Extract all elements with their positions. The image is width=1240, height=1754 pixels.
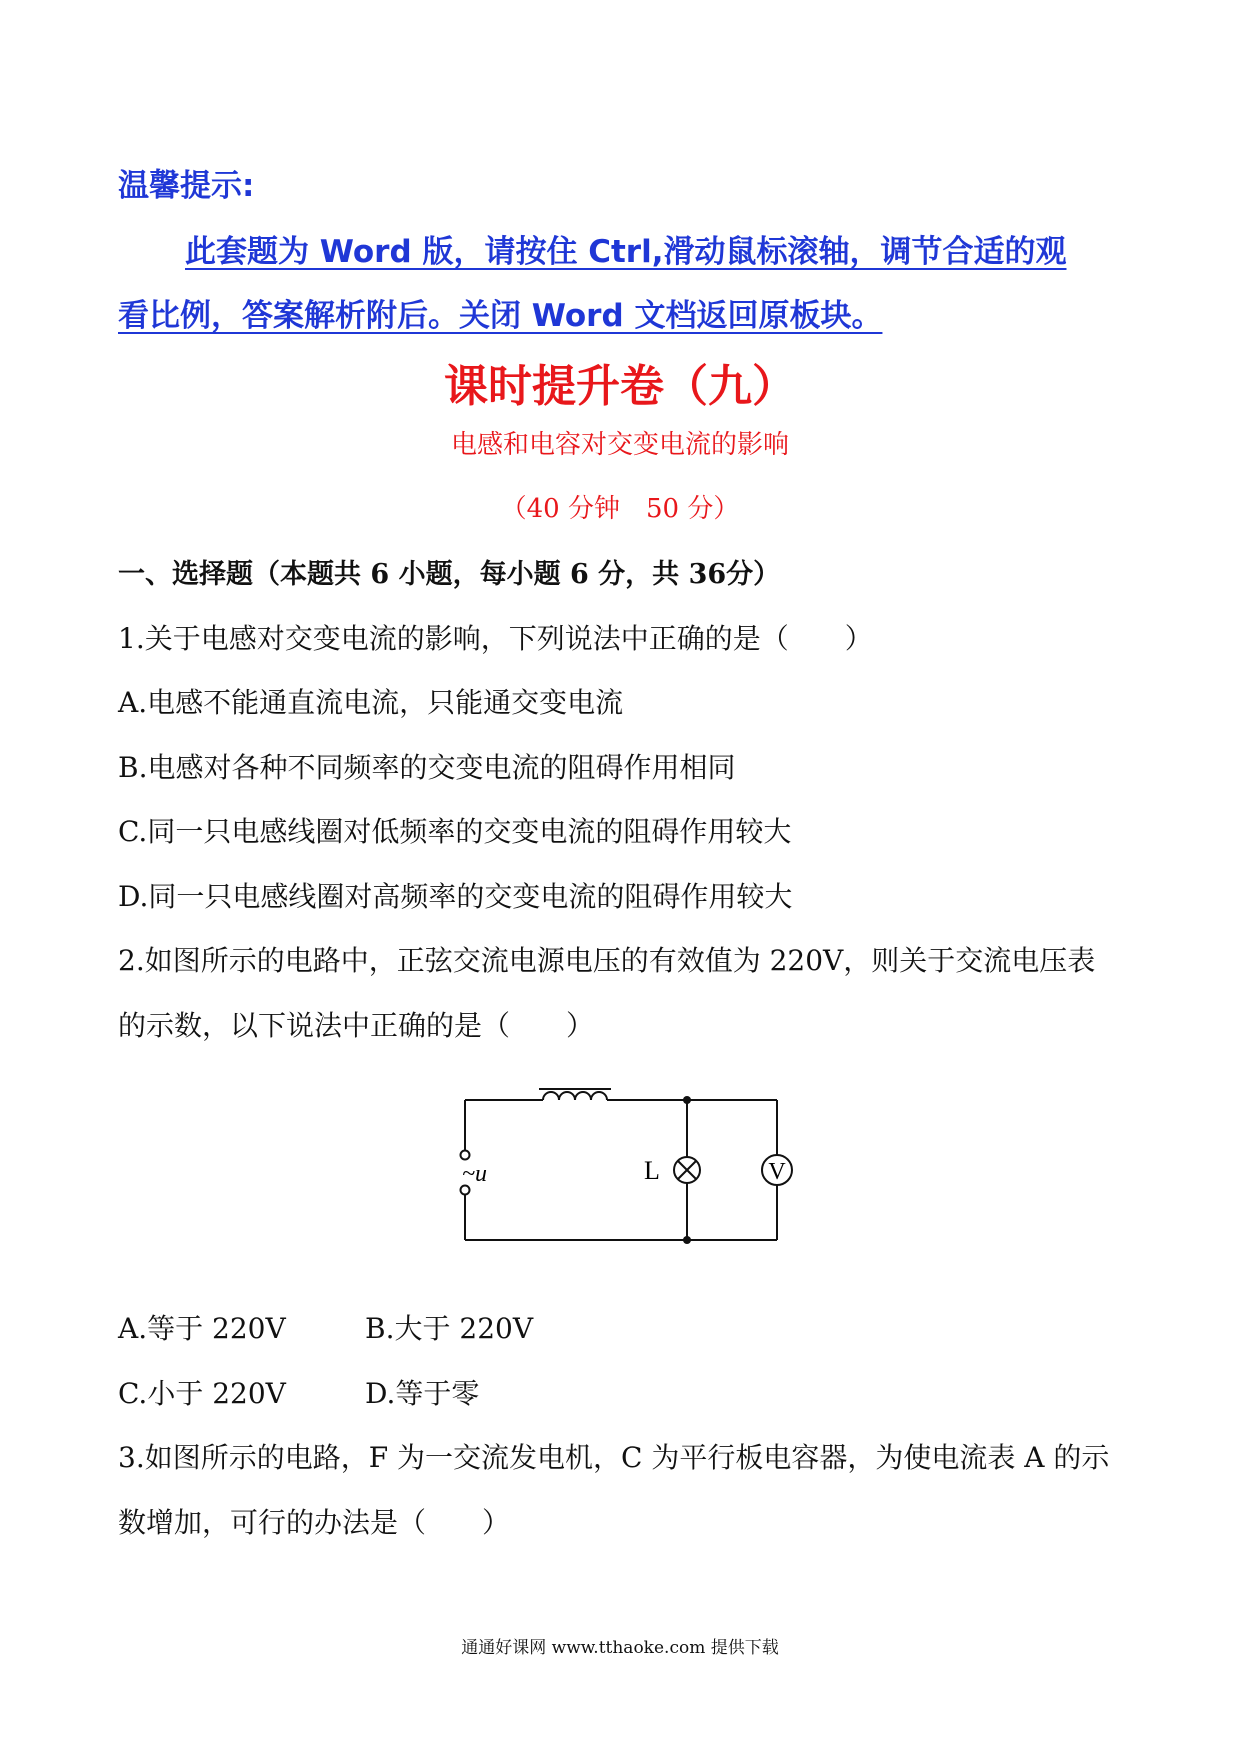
q2-option-a: A.等于 220V xyxy=(118,1312,286,1345)
q1-option-a: A.电感不能通直流电流，只能通交变电流 xyxy=(118,686,624,719)
q1-stem: 1.关于电感对交变电流的影响，下列说法中正确的是（ ） xyxy=(118,622,873,655)
q2-option-d: D.等于零 xyxy=(365,1377,480,1410)
q1-option-c: C.同一只电感线圈对低频率的交变电流的阻碍作用较大 xyxy=(118,815,792,848)
source-terminal-top xyxy=(461,1151,470,1160)
time-score: （40 分钟 50 分） xyxy=(500,494,740,524)
q3-stem-line1: 3.如图所示的电路，F 为一交流发电机，C 为平行板电容器，为使电流表 A 的示 xyxy=(118,1441,1110,1474)
footer: 通通好课网 www.tthaoke.com 提供下载 xyxy=(461,1638,779,1658)
q1-option-d: D.同一只电感线圈对高频率的交变电流的阻碍作用较大 xyxy=(118,880,793,913)
tip-line-1: 此套题为 Word 版，请按住 Ctrl,滑动鼠标滚轴，调节合适的观 xyxy=(185,234,1067,270)
tip-title: 温馨提示: xyxy=(118,168,255,204)
q2-stem-line1: 2.如图所示的电路中，正弦交流电源电压的有效值为 220V，则关于交流电压表 xyxy=(118,944,1096,977)
voltmeter-label: V xyxy=(768,1159,786,1185)
q2-stem-line2: 的示数，以下说法中正确的是（ ） xyxy=(118,1009,595,1042)
q1-option-b: B.电感对各种不同频率的交变电流的阻碍作用相同 xyxy=(118,751,736,784)
page-title: 课时提升卷（九） xyxy=(444,361,796,412)
q3-stem-line2: 数增加，可行的办法是（ ） xyxy=(118,1506,511,1539)
page-subtitle: 电感和电容对交变电流的影响 xyxy=(450,430,789,460)
q2-option-c: C.小于 220V xyxy=(118,1377,286,1410)
q2-circuit-diagram xyxy=(440,1075,800,1255)
lamp-symbol xyxy=(674,1157,700,1183)
q2-option-b: B.大于 220V xyxy=(365,1312,534,1345)
source-label: ~u xyxy=(462,1161,487,1187)
lamp-label: L xyxy=(644,1156,660,1185)
tip-line-2: 看比例，答案解析附后。关闭 Word 文档返回原板块。 xyxy=(118,298,883,334)
section-heading: 一、选择题（本题共 6 小题，每小题 6 分，共 36分） xyxy=(118,559,781,590)
